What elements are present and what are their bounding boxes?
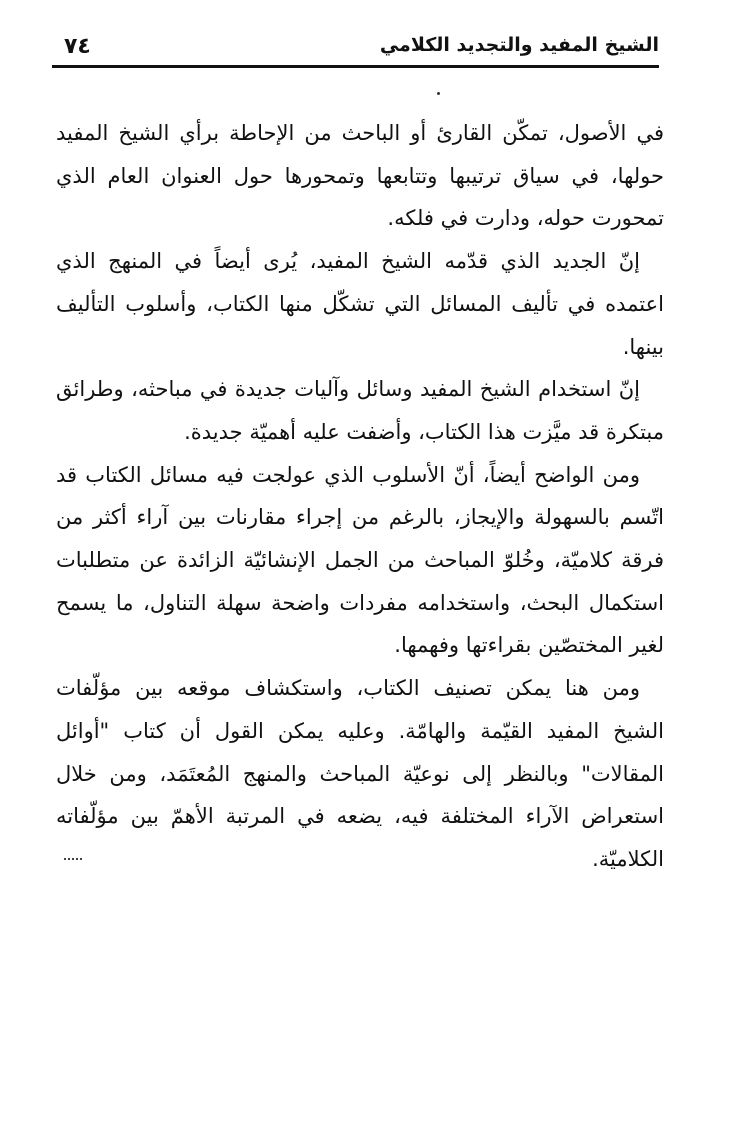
page-number: ٧٤ bbox=[64, 34, 91, 59]
print-speck bbox=[437, 92, 440, 95]
paragraph-2: إنّ الجديد الذي قدّمه الشيخ المفيد، يُرى أيضاً في المنهج الذي اعتمده في تأليف المسائل التي تشكّل منها الكتاب، وأسلوب التأليف بينها. bbox=[56, 249, 664, 359]
paragraph-5: ومن هنا يمكن تصنيف الكتاب، واستكشاف موقعه بين مؤلّفات الشيخ المفيد القيّمة والهامّة. وعليه يمكن القول أن كتاب "أوائل المقالات" وبالنظر إلى نوعيّة المباحث والمنهج المُعتَمَد، ومن خلال استعراض الآراء المختلفة فيه، يضعه في المرتبة الأهمّ بين مؤلّفاته الكلاميّة. bbox=[56, 676, 664, 871]
running-header-title: الشيخ المفيد والتجديد الكلامي bbox=[379, 34, 659, 56]
paragraph-1: في الأصول، تمكّن القارئ أو الباحث من الإحاطة برأي الشيخ المفيد حولها، في سياق ترتيبها وتتابعها وتمحورها حول العنوان العام الذي تمحورت حوله، ودارت في فلكه. bbox=[56, 121, 664, 231]
margin-mark bbox=[64, 858, 82, 862]
paragraph-3: إنّ استخدام الشيخ المفيد وسائل وآليات جديدة في مباحثه، وطرائق مبتكرة قد ميَّزت هذا الكتاب، وأضفت عليه أهميّة جديدة. bbox=[56, 377, 664, 444]
header-rule bbox=[52, 65, 659, 68]
paragraph-4: ومن الواضح أيضاً، أنّ الأسلوب الذي عولجت فيه مسائل الكتاب قد اتّسم بالسهولة والإيجاز، بالرغم من إجراء مقارنات بين آراء أكثر من فرقة كلاميّة، وخُلوّ المباحث من الجمل الإنشائيّة الزائدة عن متطلبات استكمال البحث، واستخدامه مفردات واضحة سهلة التناول، ما يسمح لغير المختصّين بقراءتها وفهمها. bbox=[56, 462, 664, 658]
body-text bbox=[56, 112, 664, 881]
running-header bbox=[52, 30, 659, 66]
